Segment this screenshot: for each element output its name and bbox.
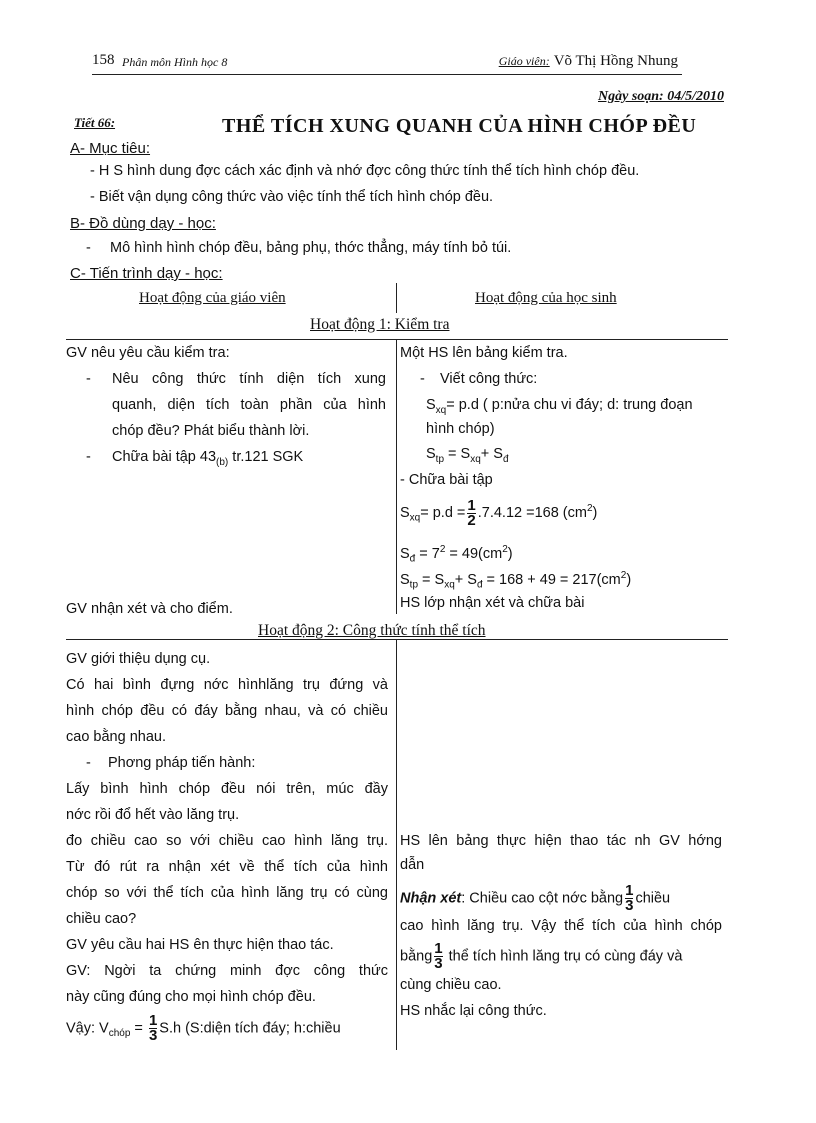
teacher-name: Võ Thị Hồng Nhung xyxy=(553,53,678,69)
teacher-line: đo chiều cao so với chiều cao hình lăng trụ. xyxy=(66,833,388,849)
text: ) xyxy=(507,545,513,562)
superscript: 2 xyxy=(620,570,627,581)
text: + S xyxy=(454,571,477,588)
subscript: đ xyxy=(502,453,509,465)
fraction xyxy=(625,884,633,913)
text: S xyxy=(426,397,436,413)
subscript: đ xyxy=(409,553,416,565)
teacher-line: quanh, diện tích toàn phần của hình xyxy=(112,397,386,413)
teacher-line: chóp đều? Phát biểu thành lời. xyxy=(112,423,310,439)
text: S xyxy=(400,504,410,521)
text: S.h (S:diện tích đáy; h:chiều xyxy=(159,1020,341,1037)
column-divider xyxy=(396,640,397,1050)
teacher-line: chiều cao? xyxy=(66,911,137,927)
student-line xyxy=(400,884,670,913)
period-label: Tiết 66: xyxy=(74,115,116,130)
subscript: chóp xyxy=(108,1028,131,1040)
bullet-dash: - xyxy=(86,449,91,465)
text: + S xyxy=(480,446,503,462)
fraction xyxy=(149,1014,157,1043)
teacher-line xyxy=(112,444,303,476)
text: ) xyxy=(592,504,598,521)
objective-item: - Biết vận dụng công thức vào việc tính thể tích hình chóp đều. xyxy=(90,189,494,205)
page-header xyxy=(92,52,682,75)
materials-item: Mô hình hình chóp đều, bảng phụ, thớc thẳng, máy tính bỏ túi. xyxy=(110,240,512,256)
column-header-teacher: Hoạt động của giáo viên xyxy=(139,290,286,306)
teacher-line: GV nêu yêu cầu kiểm tra: xyxy=(66,345,230,361)
student-line: HS lên bảng thực hiện thao tác nh GV hớng xyxy=(400,833,722,849)
text: = xyxy=(130,1020,147,1037)
text: S xyxy=(426,446,436,462)
teacher-info xyxy=(499,53,678,70)
text: = 7 xyxy=(415,545,440,562)
text: bằng xyxy=(400,948,433,965)
column-divider xyxy=(396,340,397,614)
text: Chữa bài tập 43 xyxy=(112,449,217,465)
student-line: HS lớp nhận xét và chữa bài xyxy=(400,595,585,611)
section-b-heading: B- Đồ dùng dạy - học: xyxy=(70,215,216,232)
teacher-line: cao bằng nhau. xyxy=(66,729,166,745)
fraction-numerator: 1 xyxy=(148,1012,158,1029)
student-line: dẫn xyxy=(400,857,425,873)
teacher-line: Nêu công thức tính diện tích xung xyxy=(112,371,386,387)
page-number: 158 xyxy=(92,52,115,68)
subscript: xq xyxy=(444,579,455,591)
fraction-numerator: 1 xyxy=(434,940,443,957)
text: = p.d = xyxy=(420,504,466,521)
teacher-line: Có hai bình đựng nớc hìnhlăng trụ đứng và xyxy=(66,677,388,693)
date-line: Ngày soạn: 04/5/2010 xyxy=(598,89,724,104)
book-title: Phân môn Hình học 8 xyxy=(122,55,228,69)
teacher-line: này cũng đúng cho mọi hình chóp đều. xyxy=(66,989,316,1005)
subscript: tp xyxy=(409,579,419,591)
text: chiều xyxy=(635,890,671,907)
subscript: xq xyxy=(409,512,421,524)
text: tr.121 SGK xyxy=(228,449,304,465)
fraction-numerator: 1 xyxy=(467,496,476,514)
text: S xyxy=(400,571,410,588)
bullet-dash: - xyxy=(86,240,91,256)
subscript: (b) xyxy=(216,456,229,468)
text: = p.d ( p:nửa chu vi đáy; d: trung đoạn xyxy=(446,397,693,413)
text: .7.4.12 =168 (cm xyxy=(477,504,587,521)
student-line: Một HS lên bảng kiểm tra. xyxy=(400,345,568,361)
text: S xyxy=(400,545,410,562)
student-line: cùng chiều cao. xyxy=(400,977,502,993)
subscript: đ xyxy=(476,579,483,591)
bullet-dash: - xyxy=(86,371,91,387)
superscript: 2 xyxy=(502,544,508,555)
objective-item: - H S hình dung đợc cách xác định và nhớ đợc công thức tính thể tích hình chóp đều. xyxy=(90,163,640,179)
column-divider xyxy=(396,283,397,313)
fraction xyxy=(467,496,476,529)
text: : Chiều cao cột nớc bằng xyxy=(461,890,624,907)
subscript: xq xyxy=(470,453,481,465)
text: = S xyxy=(418,571,445,588)
teacher-line: Lấy bình hình chóp đều nói trên, múc đầy xyxy=(66,781,388,797)
text: = 168 + 49 = 217(cm xyxy=(482,571,621,588)
text: thể tích hình lăng trụ có cùng đáy và xyxy=(444,948,683,965)
text: Vậy: V xyxy=(66,1020,109,1037)
teacher-line xyxy=(66,1014,341,1047)
teacher-line: GV: Ngời ta chứng minh đợc công thức xyxy=(66,963,388,979)
activity-1-heading: Hoạt động 1: Kiểm tra xyxy=(310,316,450,333)
fraction-denominator: 2 xyxy=(467,511,476,529)
student-line: Viết công thức: xyxy=(440,371,538,387)
fraction-denominator: 3 xyxy=(625,897,634,914)
teacher-line: Từ đó rút ra nhận xét về thể tích của hình xyxy=(66,859,388,875)
superscript: 2 xyxy=(439,544,446,555)
teacher-line: Phơng pháp tiến hành: xyxy=(108,755,256,771)
student-line xyxy=(400,496,597,532)
text: = S xyxy=(444,446,471,462)
student-line: hình chóp) xyxy=(426,421,495,437)
student-line xyxy=(400,942,682,971)
student-line: - Chữa bài tập xyxy=(400,472,493,488)
bullet-dash: - xyxy=(420,371,425,387)
fraction-denominator: 3 xyxy=(148,1027,158,1044)
bullet-dash: - xyxy=(86,755,91,771)
column-header-student: Hoạt động của học sinh xyxy=(475,290,617,306)
teacher-line: chóp so với thể tích của hình lăng trụ có cùng xyxy=(66,885,388,901)
student-line: HS nhắc lại công thức. xyxy=(400,1003,547,1019)
text: ) xyxy=(626,571,632,588)
subscript: tp xyxy=(435,453,445,465)
section-c-heading: C- Tiến trình dạy - học: xyxy=(70,265,223,282)
teacher-line: nớc rồi đổ hết vào lăng trụ. xyxy=(66,807,240,823)
text: = 49(cm xyxy=(445,545,503,562)
teacher-line: GV nhận xét và cho điểm. xyxy=(66,601,233,617)
fraction xyxy=(434,942,442,971)
fraction-denominator: 3 xyxy=(434,955,443,972)
page-title: THỂ TÍCH XUNG QUANH CỦA HÌNH CHÓP ĐỀU xyxy=(222,115,697,137)
teacher-label: Giáo viên: xyxy=(498,54,550,68)
student-line: cao hình lăng trụ. Vậy thể tích của hình chóp xyxy=(400,918,722,934)
teacher-line: GV giới thiệu dụng cụ. xyxy=(66,651,211,667)
activity-2-heading: Hoạt động 2: Công thức tính thể tích xyxy=(258,622,486,639)
teacher-line: hình chóp đều có đáy bằng nhau, và có chiều xyxy=(66,703,388,719)
subscript: xq xyxy=(435,404,447,416)
teacher-line: GV yêu cầu hai HS ên thực hiện thao tác. xyxy=(66,937,334,953)
section-a-heading: A- Mục tiêu: xyxy=(70,140,151,157)
superscript: 2 xyxy=(586,503,593,514)
emphasis: Nhận xét xyxy=(400,890,462,907)
fraction-numerator: 1 xyxy=(625,882,634,899)
